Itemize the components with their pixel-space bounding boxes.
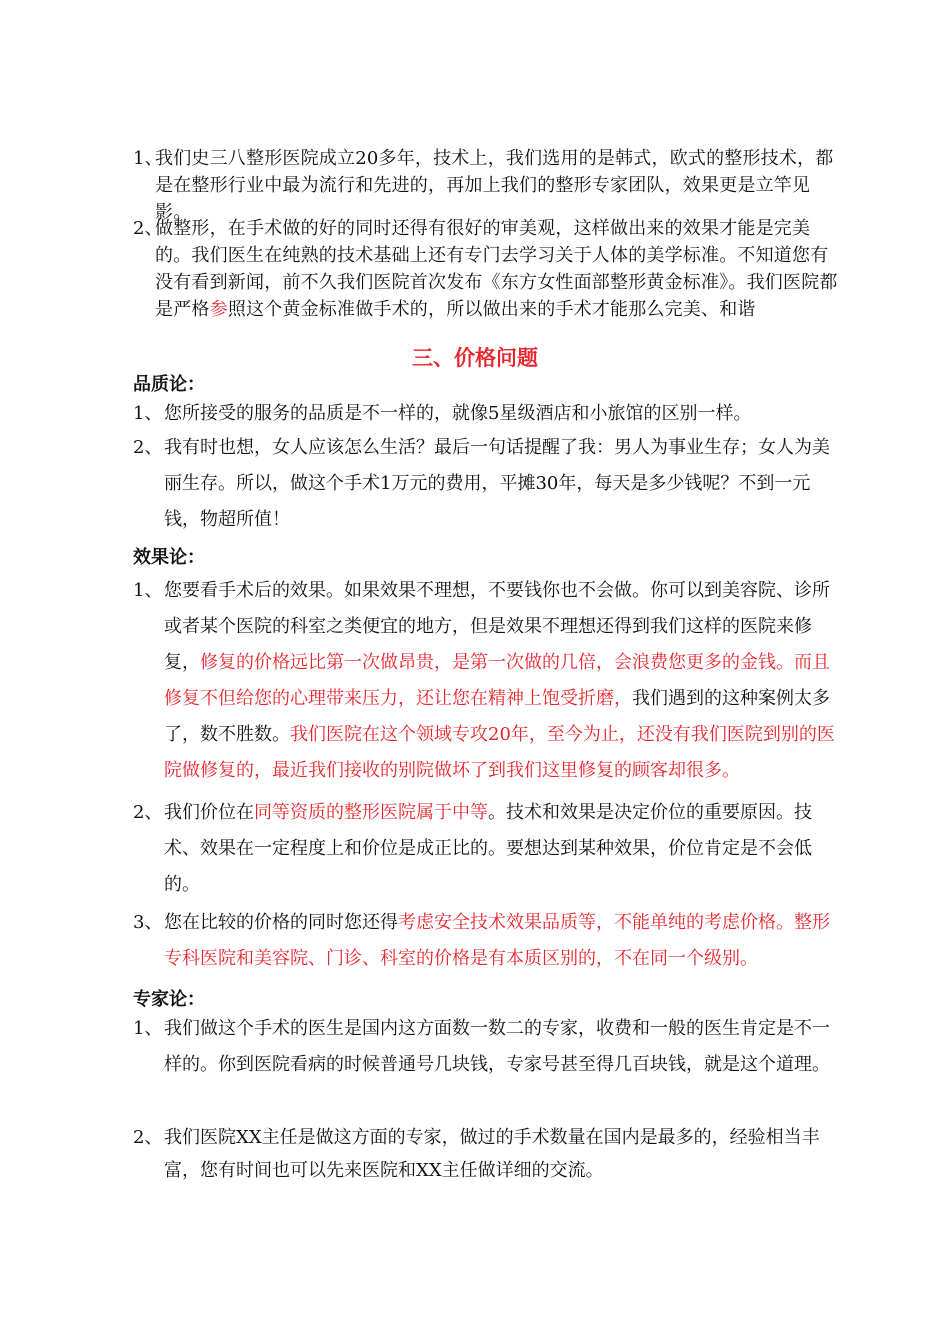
expert-item-2 [133, 1121, 838, 1187]
effect-item-1-number: 1、 [133, 580, 163, 601]
intro-item-1-text: 我们史三八整形医院成立20多年，技术上，我们选用的是韩式，欧式的整形技术，都是在整形行业中最为流行和先进的，再加上我们的整形专家团队，效果更是立竿见影。 [155, 148, 834, 223]
effect-item-1-highlight-1: 修复的价格远比第一次做昂贵，是第一次做的几倍，会浪费您更多的金钱。而且修复不但给您的心理带来压力，还让您在精神上饱受折磨， [164, 652, 830, 709]
effect-item-2-highlight: 同等资质的整形医院属于中等 [254, 802, 488, 823]
quality-heading: 品质论： [133, 374, 205, 395]
intro-item-1 [133, 145, 838, 226]
quality-item-2-text: 我有时也想，女人应该怎么生活？最后一句话提醒了我：男人为事业生存；女人为美丽生存。所以，做这个手术1万元的费用，平摊30年，每天是多少钱呢？不到一元钱，物超所值！ [164, 437, 830, 530]
effect-item-2-text-1: 我们价位在 [164, 802, 254, 823]
expert-item-2-number: 2、 [133, 1127, 163, 1148]
expert-item-2-text: 我们医院XX主任是做这方面的专家，做过的手术数量在国内是最多的，经验相当丰富，您有时间也可以先来医院和XX主任做详细的交流。 [164, 1127, 820, 1181]
intro-item-1-number: 1、 [133, 148, 163, 169]
effect-item-1-text-2: 我们遇到的这种案例太多了，数不胜数。 [164, 688, 830, 745]
effect-item-2-text-2: 。技术和效果是决定价位的重要原因。技术、效果在一定程度上和价位是成正比的。要想达到某种效果，价位肯定是不会低的。 [164, 802, 812, 895]
intro-item-2-text-b: 照这个黄金标准做手术的，所以做出来的手术才能那么完美、和谐 [227, 299, 756, 320]
intro-item-2-number: 2、 [133, 218, 163, 239]
quality-item-2-number: 2、 [133, 437, 163, 458]
quality-item-2 [133, 430, 838, 538]
effect-item-1 [133, 573, 838, 789]
quality-item-1 [133, 396, 838, 432]
intro-item-2-highlight: 参 [209, 299, 228, 320]
intro-item-2-text-a: 做整形，在手术做的好的同时还得有很好的审美观，这样做出来的效果才能是完美的。我们医生在纯熟的技术基础上还有专门去学习关于人体的美学标准。不知道您有没有看到新闻，前不久我们医院首次发布《东方女性面部整形黄金标准》。我们医院都是严格 [155, 218, 838, 320]
effect-item-3-text: 您在比较的价格的同时您还得 [164, 912, 398, 933]
effect-item-3-highlight: 考虑安全技术效果品质等，不能单纯的考虑价格。整形专科医院和美容院、门诊、科室的价格是有本质区别的，不在同一个级别。 [164, 912, 830, 969]
quality-item-1-text: 您所接受的服务的品质是不一样的，就像5星级酒店和小旅馆的区别一样。 [164, 403, 752, 424]
intro-item-2 [133, 215, 838, 323]
effect-item-3-number: 3、 [133, 912, 163, 933]
effect-item-1-text-1: 您要看手术后的效果。如果效果不理想，不要钱你也不会做。你可以到美容院、诊所或者某个医院的科室之类便宜的地方，但是效果不理想还得到我们这样的医院来修复， [164, 580, 830, 673]
section-title: 三、价格问题 [412, 345, 538, 370]
effect-item-1-highlight-2: 我们医院在这个领域专攻20年，至今为止，还没有我们医院到别的医院做修复的，最近我们接收的别院做坏了到我们这里修复的顾客却很多。 [164, 724, 835, 781]
effect-item-2-number: 2、 [133, 802, 163, 823]
quality-item-1-number: 1、 [133, 403, 163, 424]
effect-heading: 效果论： [133, 547, 205, 568]
expert-item-1-text: 我们做这个手术的医生是国内这方面数一数二的专家，收费和一般的医生肯定是不一样的。你到医院看病的时候普通号几块钱，专家号甚至得几百块钱，就是这个道理。 [164, 1018, 830, 1075]
expert-item-1-number: 1、 [133, 1018, 163, 1039]
expert-item-1 [133, 1011, 838, 1083]
effect-item-3 [133, 905, 838, 977]
effect-item-2 [133, 795, 838, 903]
expert-heading: 专家论： [133, 989, 205, 1010]
